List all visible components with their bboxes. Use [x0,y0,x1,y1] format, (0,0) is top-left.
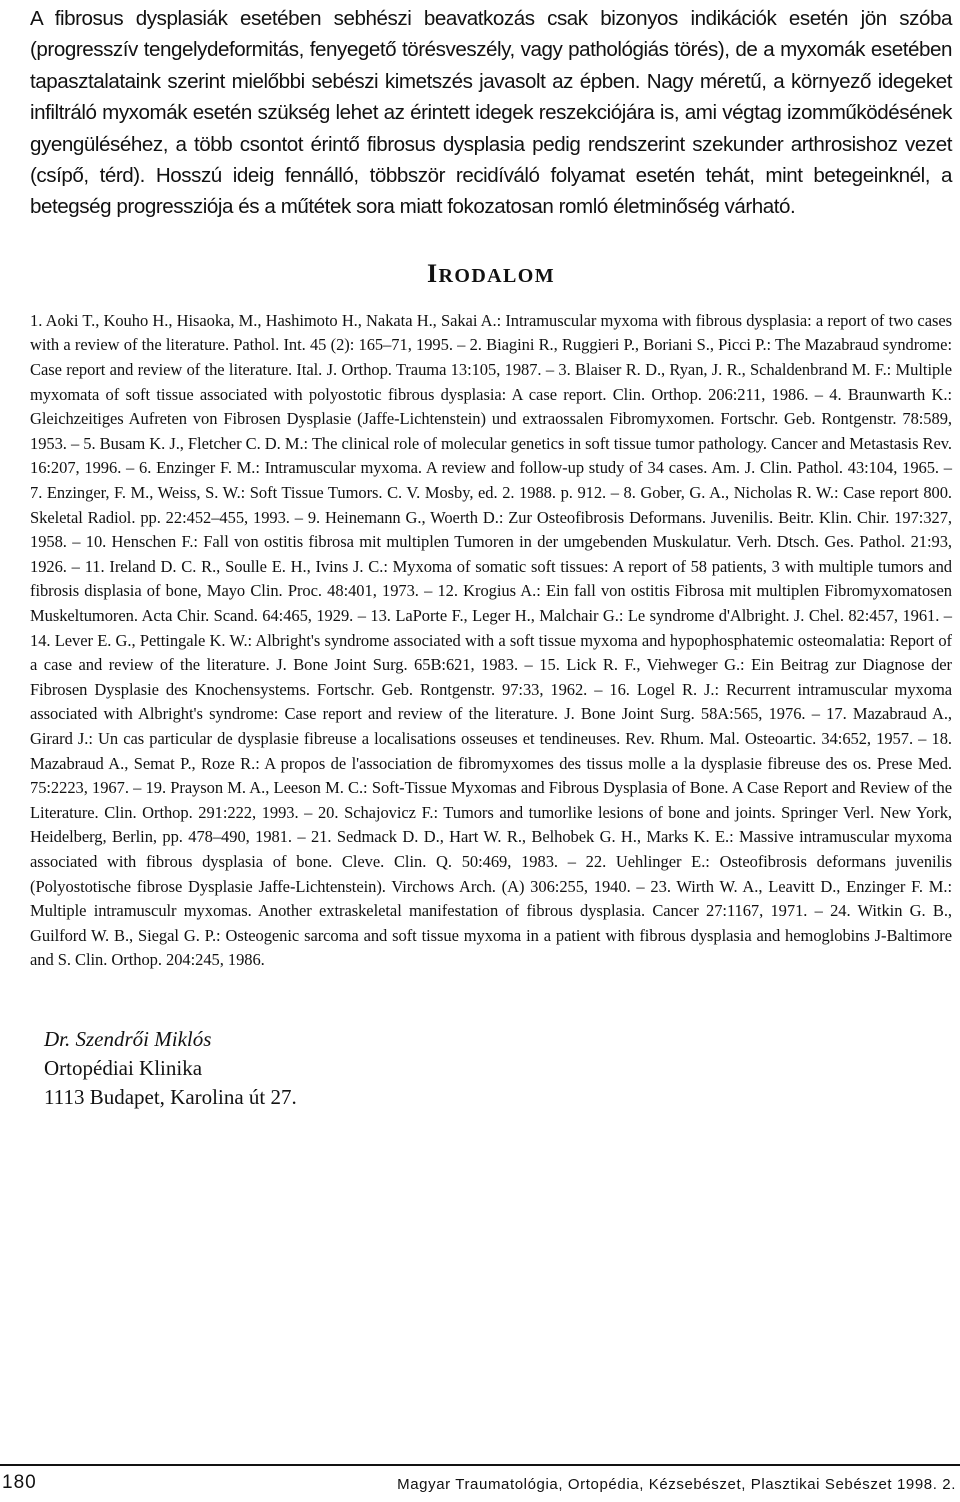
references-list: 1. Aoki T., Kouho H., Hisaoka, M., Hashimoto H., Nakata H., Sakai A.: Intramuscular myxoma with fibrous dysplasia: a report of two cases with a review of the literature. Pathol. Int. 45 (2): 165–71, 1995. – 2. Biagini R., Ruggieri P., Boriani S., Picci P.: The Mazabraud syndrome: Case report and review of the literature. Ital. J. Orthop. Trauma 13:105, 1987. – 3. Blaiser R. D., Ryan, J. R., Schaldenbrand M. F.: Multiple myxomata of soft tissue associated with polyostotic fibrous dysplasia: A case report. Clin. Orthop. 206:211, 1986. – 4. Braunwarth K.: Gleichzeitiges Aufreten von Fibrosen Dysplasie (Jaffe-Lichtenstein) und extraossalen Fibromyxomen. Fortschr. Geb. Rontgenstr. 78:589, 1953. – 5. Busam K. J., Fletcher C. D. M.: The clinical role of molecular genetics in soft tissue tumor pathology. Cancer and Metastasis Rev. 16:207, 1996. – 6. Enzinger F. M.: Intramuscular myxoma. A review and follow-up study of 34 cases. Am. J. Clin. Pathol. 43:104, 1965. – 7. Enzinger, F. M., Weiss, S. W.: Soft Tissue Tumors. C. V. Mosby, ed. 2. 1988. p. 912. – 8. Gober, G. A., Nicholas R. W.: Case report 800. Skeletal Radiol. pp. 22:452–455, 1993. – 9. Heinemann G., Woerth D.: Zur Osteofibrosis Deformans. Juvenilis. Beitr. Klin. Chir. 197:327, 1958. – 10. Henschen F.: Fall von ostitis fibrosa mit multiplen Tumoren in der umgebenden Muskulatur. Verh. Dtsch. Ges. Pathol. 21:93, 1926. – 11. Ireland D. C. R., Soulle E. H., Ivins J. C.: Myxoma of somatic soft tissues: A report of 58 patients, 3 with multiple tumors and fibrosis displasia of bone, Mayo Clin. Proc. 48:401, 1973. – 12. Krogius A.: Ein fall von ostitis Fibrosa mit multiplen Fibromyxomatosen Muskeltumoren. Acta Chir. Scand. 64:465, 1929. – 13. LaPorte F., Leger H., Malchair G.: Le syndrome d'Albright. J. Chel. 82:457, 1961. – 14. Lever E. G., Pettingale K. W.: Albright's syndrome associated with a soft tissue myxoma and hypophosphatemic osteomalatia: Report of a case and review of the literature. J. Bone Joint Surg. 65B:621, 1983. – 15. Lick R. F., Viehweger G.: Ein Beitrag zur Diagnose der Fibrosen Dysplasie des Knochensystems. Fortschr. Geb. Rontgenstr. 97:33, 1962. – 16. Logel R. J.: Recurrent intramuscular myxoma associated with Albright's syndrome: Case report and review of the literature. J. Bone Joint Surg. 58A:565, 1976. – 17. Mazabraud A., Girard J.: Un cas particular de dysplasie fibreuse a localisations osseuses et tendineuses. Rev. Rhum. Mal. Osteoartic. 34:652, 1957. – 18. Mazabraud A., Semat P., Roze R.: A propos de l'association de fibromyxomes des tissus molle a la dysplasie fibreuse des os. Prese Med. 75:2223, 1967. – 19. Prayson M. A., Leeson M. C.: Soft-Tissue Myxomas and Fibrous Dysplasia of Bone. A Case Report and Review of the Literature. Clin. Orthop. 291:222, 1993. – 20. Schajovicz F.: Tumors and tumorlike lesions of bone and joints. Springer Verl. New York, Heidelberg, Berlin, pp. 478–490, 1981. – 21. Sedmack D. D., Hart W. R., Belhobek G. H., Marks K. E.: Massive intramuscular myxoma associated with fibrous dysplasia of bone. Cleve. Clin. Q. 50:469, 1983. – 22. Uehlinger E.: Osteofibrosis deformans juvenilis (Polyostotische fibrose Dysplasie Jaffe-Lichtenstein). Virchows Arch. (A) 306:255, 1940. – 23. Wirth W. A., Leavitt D., Enzinger F. M.: Multiple intramusculr myxomas. Another extraskeletal manifestation of fibrous dysplasia. Cancer 27:1167, 1971. – 24. Witkin G. B., Guilford W. B., Siegal G. P.: Osteogenic sarcoma and soft tissue myxoma in a patient with fibrous dysplasia and hemoglobins J-Baltimore and S. Clin. Orthop. 204:245, 1986. [30,310,952,970]
author-address: 1113 Budapet, Karolina út 27. [44,1084,297,1109]
body-paragraph: A fibrosus dysplasiák esetében sebhészi beavatkozás csak bizonyos indikációk esetén jön szóba (progresszív tengelydeformitás, fenyegető törésveszély, vagy pathológiás törés), de a myxomák esetében tapasztalataink szerint mielőbbi sebészi kimetszés javasolt az épben. Nagy méretű, a környező idegeket infiltráló myxomák esetén szükség lehet az érintett idegek reszekciójára is, ami végtag izomműködésének gyengüléséhez, a több csontot érintő fibrosus dysplasia pedig rendszerint szekunder arthrosishoz vezet (csípő, térd). Hosszú ideig fennálló, többször recidíváló folyamat esetén tehát, mint betegeinknél, a betegség progressziója és a műtétek sora miatt fokozatosan romló életminőség várható. [30,7,952,219]
page-number: 180 [2,1472,37,1493]
page-content [30,0,952,1112]
heading-initial: I [427,258,439,288]
heading-rest: RODALOM [438,264,555,287]
section-heading-references [30,259,952,291]
author-signature [30,1025,952,1112]
footer-divider [0,1464,960,1466]
journal-citation: Magyar Traumatológia, Ortopédia, Kézsebészet, Plasztikai Sebészet 1998. 2. [397,1476,956,1493]
author-name: Dr. Szendrői Miklós [44,1026,212,1051]
author-institution: Ortopédiai Klinika [44,1055,203,1080]
